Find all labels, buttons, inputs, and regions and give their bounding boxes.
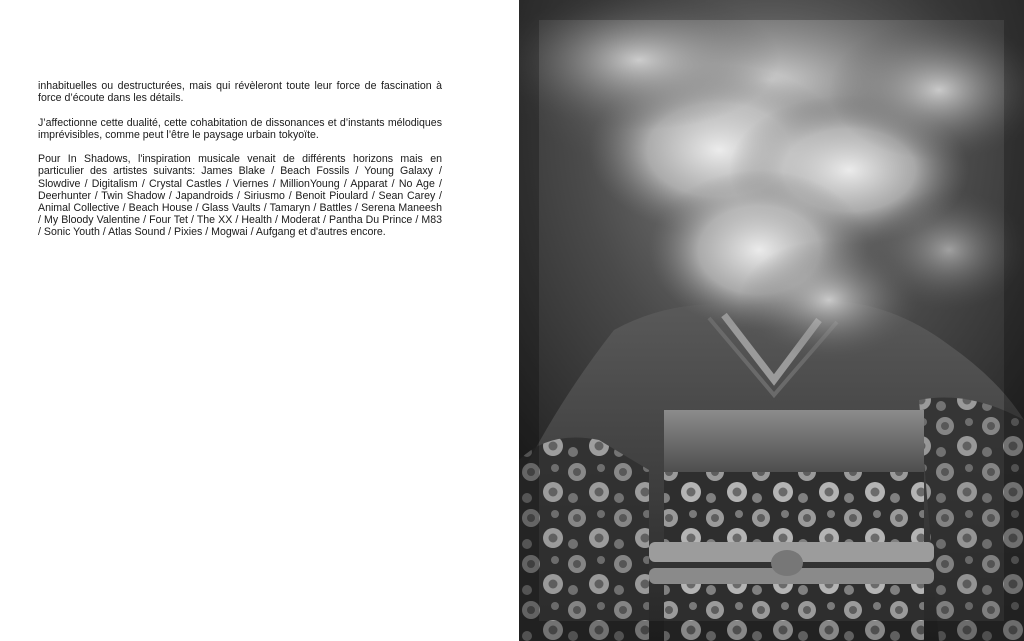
paragraph-2: J’affectionne cette dualité, cette cohabitation de dissonances et d’instants mélodiques imprévisibles, comme peut l’être le paysage urbain tokyoïte. — [38, 116, 442, 141]
kimono-smoke-photo — [519, 0, 1024, 641]
paragraph-1: inhabituelles ou destructurées, mais qui révèleront toute leur force de fascination à force d’écoute dans les détails. — [38, 80, 442, 105]
body-text — [38, 80, 442, 251]
paragraph-3: Pour In Shadows, l'inspiration musicale venait de différents horizons mais en particulier des artistes suivants: James Blake / Beach Fossils / Young Galaxy / Slowdive / Digitalism / Crystal Castles / Viernes / MillionYoung / Apparat / No Age / Deerhunter / Twin Shadow / Japandroids / Siriusmo / Benoit Pioulard / Sean Carey / Animal Collective / Beach House / Glass Vaults / Tamaryn / Battles / Serena Maneesh / My Bloody Valentine / Four Tet / The XX / Health / Moderat / Pantha Du Prince / M83 / Sonic Youth / Atlas Sound / Pixies / Mogwai / Aufgang et d'autres encore. — [38, 153, 442, 239]
photo-page — [519, 0, 1024, 641]
